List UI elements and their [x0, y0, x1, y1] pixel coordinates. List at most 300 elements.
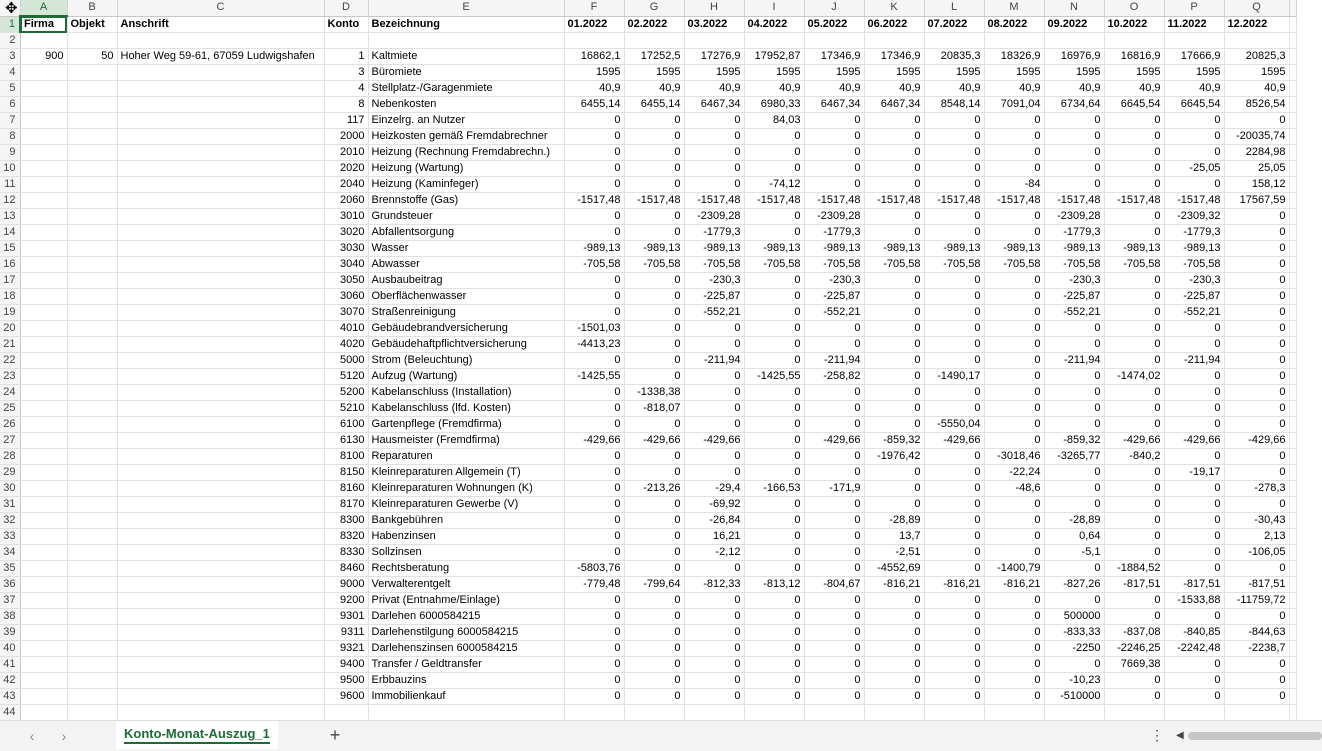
- cell[interactable]: [20, 481, 67, 497]
- cell[interactable]: [1289, 593, 1296, 609]
- value-cell[interactable]: 0: [924, 545, 984, 561]
- konto-cell[interactable]: 8100: [324, 449, 368, 465]
- cell[interactable]: [117, 593, 324, 609]
- value-cell[interactable]: 0: [924, 353, 984, 369]
- konto-cell[interactable]: 5200: [324, 385, 368, 401]
- cell[interactable]: [324, 705, 368, 721]
- cell[interactable]: [1289, 113, 1296, 129]
- cell[interactable]: [67, 65, 117, 81]
- value-cell[interactable]: 0: [984, 529, 1044, 545]
- cell[interactable]: [67, 705, 117, 721]
- value-cell[interactable]: 0: [1164, 401, 1224, 417]
- value-cell[interactable]: 17952,87: [744, 49, 804, 65]
- value-cell[interactable]: 0: [984, 417, 1044, 433]
- value-cell[interactable]: -1779,3: [804, 225, 864, 241]
- value-cell[interactable]: 0: [924, 401, 984, 417]
- chevron-left-icon[interactable]: ‹: [29, 728, 35, 744]
- value-cell[interactable]: 0: [1224, 417, 1289, 433]
- cell[interactable]: [67, 289, 117, 305]
- value-cell[interactable]: -989,13: [624, 241, 684, 257]
- value-cell[interactable]: 0: [1224, 561, 1289, 577]
- value-cell[interactable]: 0: [1104, 609, 1164, 625]
- value-cell[interactable]: 40,9: [564, 81, 624, 97]
- value-cell[interactable]: -5550,04: [924, 417, 984, 433]
- cell[interactable]: [1289, 577, 1296, 593]
- cell[interactable]: [20, 241, 67, 257]
- value-cell[interactable]: -1517,48: [864, 193, 924, 209]
- value-cell[interactable]: 1595: [1224, 65, 1289, 81]
- value-cell[interactable]: -816,21: [924, 577, 984, 593]
- cell[interactable]: [924, 33, 984, 49]
- cell[interactable]: [20, 337, 67, 353]
- row-header[interactable]: 30: [0, 481, 20, 497]
- value-cell[interactable]: 40,9: [744, 81, 804, 97]
- value-cell[interactable]: 40,9: [1224, 81, 1289, 97]
- value-cell[interactable]: 0: [1224, 113, 1289, 129]
- value-cell[interactable]: 0: [1104, 673, 1164, 689]
- value-cell[interactable]: -429,66: [624, 433, 684, 449]
- bezeichnung-cell[interactable]: Nebenkosten: [368, 97, 564, 113]
- cell[interactable]: [20, 145, 67, 161]
- cell[interactable]: [67, 401, 117, 417]
- value-cell[interactable]: 0: [984, 641, 1044, 657]
- konto-cell[interactable]: 5000: [324, 353, 368, 369]
- value-cell[interactable]: 17346,9: [864, 49, 924, 65]
- cell[interactable]: [20, 641, 67, 657]
- row-header[interactable]: 28: [0, 449, 20, 465]
- cell[interactable]: [67, 673, 117, 689]
- value-cell[interactable]: -1490,17: [924, 369, 984, 385]
- value-cell[interactable]: 0: [564, 417, 624, 433]
- value-cell[interactable]: 0: [924, 593, 984, 609]
- value-cell[interactable]: -1884,52: [1104, 561, 1164, 577]
- value-cell[interactable]: 0: [624, 321, 684, 337]
- cell[interactable]: [1289, 289, 1296, 305]
- value-cell[interactable]: 0: [864, 593, 924, 609]
- value-cell[interactable]: 0: [564, 113, 624, 129]
- value-cell[interactable]: 0: [744, 145, 804, 161]
- value-cell[interactable]: 0: [624, 545, 684, 561]
- cell[interactable]: [67, 609, 117, 625]
- value-cell[interactable]: 1595: [984, 65, 1044, 81]
- value-cell[interactable]: 0: [1224, 337, 1289, 353]
- row-header[interactable]: 12: [0, 193, 20, 209]
- value-cell[interactable]: 0: [924, 465, 984, 481]
- value-cell[interactable]: 6467,34: [804, 97, 864, 113]
- cell[interactable]: [1289, 689, 1296, 705]
- value-cell[interactable]: 0: [804, 497, 864, 513]
- value-cell[interactable]: 0: [1104, 225, 1164, 241]
- value-cell[interactable]: 8548,14: [924, 97, 984, 113]
- cell[interactable]: [67, 369, 117, 385]
- value-cell[interactable]: 0: [804, 625, 864, 641]
- bezeichnung-cell[interactable]: Habenzinsen: [368, 529, 564, 545]
- value-cell[interactable]: 0: [1044, 161, 1104, 177]
- value-cell[interactable]: -74,12: [744, 177, 804, 193]
- cell[interactable]: [117, 513, 324, 529]
- cell[interactable]: [117, 289, 324, 305]
- header-cell[interactable]: Firma: [20, 16, 67, 33]
- cell[interactable]: [1289, 305, 1296, 321]
- value-cell[interactable]: 0: [1164, 529, 1224, 545]
- value-cell[interactable]: -804,67: [804, 577, 864, 593]
- cell[interactable]: [67, 497, 117, 513]
- value-cell[interactable]: 0: [1224, 241, 1289, 257]
- value-cell[interactable]: 0: [744, 465, 804, 481]
- value-cell[interactable]: -1976,42: [864, 449, 924, 465]
- cell[interactable]: [67, 33, 117, 49]
- value-cell[interactable]: 0: [984, 305, 1044, 321]
- value-cell[interactable]: 0: [804, 465, 864, 481]
- cell[interactable]: [67, 177, 117, 193]
- row-header[interactable]: 42: [0, 673, 20, 689]
- cell[interactable]: [117, 177, 324, 193]
- cell[interactable]: [1289, 16, 1296, 33]
- value-cell[interactable]: -11759,72: [1224, 593, 1289, 609]
- value-cell[interactable]: -813,12: [744, 577, 804, 593]
- cell[interactable]: [984, 705, 1044, 721]
- cell[interactable]: [624, 33, 684, 49]
- konto-cell[interactable]: 9400: [324, 657, 368, 673]
- bezeichnung-cell[interactable]: Büromiete: [368, 65, 564, 81]
- value-cell[interactable]: 0: [864, 673, 924, 689]
- value-cell[interactable]: 0: [684, 641, 744, 657]
- cell[interactable]: [67, 577, 117, 593]
- value-cell[interactable]: 0: [864, 225, 924, 241]
- header-cell[interactable]: Konto: [324, 16, 368, 33]
- bezeichnung-cell[interactable]: Straßenreinigung: [368, 305, 564, 321]
- value-cell[interactable]: 0: [564, 145, 624, 161]
- value-cell[interactable]: -230,3: [684, 273, 744, 289]
- value-cell[interactable]: 40,9: [1104, 81, 1164, 97]
- value-cell[interactable]: 0: [1164, 609, 1224, 625]
- value-cell[interactable]: 0: [864, 113, 924, 129]
- value-cell[interactable]: 0: [804, 673, 864, 689]
- konto-cell[interactable]: 2060: [324, 193, 368, 209]
- cell[interactable]: [1104, 705, 1164, 721]
- value-cell[interactable]: 0: [924, 113, 984, 129]
- cell[interactable]: [564, 33, 624, 49]
- cell[interactable]: [744, 705, 804, 721]
- cell[interactable]: [67, 273, 117, 289]
- row-header[interactable]: 6: [0, 97, 20, 113]
- row-header[interactable]: 26: [0, 417, 20, 433]
- value-cell[interactable]: 0: [864, 353, 924, 369]
- value-cell[interactable]: 0: [744, 625, 804, 641]
- konto-cell[interactable]: 8460: [324, 561, 368, 577]
- konto-cell[interactable]: 8170: [324, 497, 368, 513]
- row-header[interactable]: 10: [0, 161, 20, 177]
- konto-cell[interactable]: 8330: [324, 545, 368, 561]
- row-header[interactable]: 7: [0, 113, 20, 129]
- value-cell[interactable]: 0: [744, 513, 804, 529]
- value-cell[interactable]: 0: [984, 545, 1044, 561]
- value-cell[interactable]: 0: [564, 225, 624, 241]
- cell[interactable]: [117, 657, 324, 673]
- cell[interactable]: [804, 705, 864, 721]
- konto-cell[interactable]: 6130: [324, 433, 368, 449]
- bezeichnung-cell[interactable]: Verwalterentgelt: [368, 577, 564, 593]
- value-cell[interactable]: 40,9: [1044, 81, 1104, 97]
- value-cell[interactable]: 0: [744, 497, 804, 513]
- cell[interactable]: [20, 225, 67, 241]
- row-header[interactable]: 24: [0, 385, 20, 401]
- value-cell[interactable]: -816,21: [984, 577, 1044, 593]
- value-cell[interactable]: -989,13: [804, 241, 864, 257]
- row-header[interactable]: 35: [0, 561, 20, 577]
- value-cell[interactable]: -19,17: [1164, 465, 1224, 481]
- value-cell[interactable]: -5803,76: [564, 561, 624, 577]
- value-cell[interactable]: 0: [744, 129, 804, 145]
- column-header-h[interactable]: H: [684, 0, 744, 16]
- cell[interactable]: [67, 225, 117, 241]
- column-header-b[interactable]: B: [67, 0, 117, 16]
- cell[interactable]: [67, 353, 117, 369]
- value-cell[interactable]: 0: [744, 289, 804, 305]
- value-cell[interactable]: -2,51: [864, 545, 924, 561]
- value-cell[interactable]: 0: [1104, 401, 1164, 417]
- cell[interactable]: [1289, 49, 1296, 65]
- value-cell[interactable]: 0: [924, 177, 984, 193]
- value-cell[interactable]: -705,58: [804, 257, 864, 273]
- bezeichnung-cell[interactable]: Heizung (Kaminfeger): [368, 177, 564, 193]
- cell[interactable]: [1289, 209, 1296, 225]
- value-cell[interactable]: 0: [744, 545, 804, 561]
- value-cell[interactable]: 0: [684, 689, 744, 705]
- cell[interactable]: [20, 177, 67, 193]
- value-cell[interactable]: -989,13: [684, 241, 744, 257]
- row-header[interactable]: 22: [0, 353, 20, 369]
- value-cell[interactable]: 0: [684, 129, 744, 145]
- value-cell[interactable]: 17252,5: [624, 49, 684, 65]
- bezeichnung-cell[interactable]: Erbbauzins: [368, 673, 564, 689]
- bezeichnung-cell[interactable]: Immobilienkauf: [368, 689, 564, 705]
- value-cell[interactable]: 0: [924, 273, 984, 289]
- value-cell[interactable]: -705,58: [864, 257, 924, 273]
- value-cell[interactable]: -1517,48: [924, 193, 984, 209]
- value-cell[interactable]: 0: [624, 417, 684, 433]
- column-header-j[interactable]: J: [804, 0, 864, 16]
- value-cell[interactable]: 0: [1224, 209, 1289, 225]
- value-cell[interactable]: -837,08: [1104, 625, 1164, 641]
- value-cell[interactable]: -230,3: [804, 273, 864, 289]
- value-cell[interactable]: 20825,3: [1224, 49, 1289, 65]
- bezeichnung-cell[interactable]: Kleinreparaturen Wohnungen (K): [368, 481, 564, 497]
- value-cell[interactable]: 0: [624, 161, 684, 177]
- value-cell[interactable]: 0: [864, 209, 924, 225]
- value-cell[interactable]: 0: [564, 529, 624, 545]
- cell[interactable]: [20, 513, 67, 529]
- value-cell[interactable]: 0: [864, 161, 924, 177]
- value-cell[interactable]: -2309,28: [684, 209, 744, 225]
- cell[interactable]: [67, 97, 117, 113]
- value-cell[interactable]: 7091,04: [984, 97, 1044, 113]
- column-header-d[interactable]: D: [324, 0, 368, 16]
- value-cell[interactable]: 0: [684, 161, 744, 177]
- value-cell[interactable]: 0: [744, 209, 804, 225]
- value-cell[interactable]: 0: [1164, 385, 1224, 401]
- bezeichnung-cell[interactable]: Bankgebühren: [368, 513, 564, 529]
- cell[interactable]: [20, 449, 67, 465]
- cell[interactable]: [117, 65, 324, 81]
- value-cell[interactable]: 0: [564, 305, 624, 321]
- cell[interactable]: [67, 241, 117, 257]
- bezeichnung-cell[interactable]: Heizung (Rechnung Fremdabrechn.): [368, 145, 564, 161]
- value-cell[interactable]: -989,13: [564, 241, 624, 257]
- value-cell[interactable]: 0: [924, 625, 984, 641]
- value-cell[interactable]: 0: [804, 657, 864, 673]
- row-header[interactable]: 13: [0, 209, 20, 225]
- value-cell[interactable]: 0: [564, 657, 624, 673]
- value-cell[interactable]: 0: [984, 609, 1044, 625]
- row-header[interactable]: 5: [0, 81, 20, 97]
- value-cell[interactable]: -1517,48: [804, 193, 864, 209]
- cell[interactable]: [67, 449, 117, 465]
- value-cell[interactable]: 0: [564, 689, 624, 705]
- value-cell[interactable]: 0: [1044, 321, 1104, 337]
- cell[interactable]: [1289, 385, 1296, 401]
- bezeichnung-cell[interactable]: Abwasser: [368, 257, 564, 273]
- value-cell[interactable]: -705,58: [1104, 257, 1164, 273]
- value-cell[interactable]: 6467,34: [864, 97, 924, 113]
- value-cell[interactable]: 0: [1164, 561, 1224, 577]
- value-cell[interactable]: 0: [744, 449, 804, 465]
- value-cell[interactable]: 16816,9: [1104, 49, 1164, 65]
- value-cell[interactable]: 0: [1164, 129, 1224, 145]
- value-cell[interactable]: 0: [864, 145, 924, 161]
- cell[interactable]: [117, 305, 324, 321]
- cell[interactable]: [368, 33, 564, 49]
- cell[interactable]: [67, 481, 117, 497]
- header-cell[interactable]: 11.2022: [1164, 16, 1224, 33]
- value-cell[interactable]: 0: [984, 513, 1044, 529]
- cell[interactable]: [1289, 609, 1296, 625]
- cell[interactable]: [20, 161, 67, 177]
- value-cell[interactable]: 0: [864, 417, 924, 433]
- header-cell[interactable]: 02.2022: [624, 16, 684, 33]
- cell[interactable]: [1289, 321, 1296, 337]
- bezeichnung-cell[interactable]: Oberflächenwasser: [368, 289, 564, 305]
- chevron-right-icon[interactable]: ›: [61, 728, 67, 744]
- row-header[interactable]: 11: [0, 177, 20, 193]
- value-cell[interactable]: 0: [804, 385, 864, 401]
- value-cell[interactable]: 0: [924, 689, 984, 705]
- value-cell[interactable]: 0: [1164, 113, 1224, 129]
- bezeichnung-cell[interactable]: Gartenpflege (Fremdfirma): [368, 417, 564, 433]
- value-cell[interactable]: 0: [924, 609, 984, 625]
- value-cell[interactable]: -1517,48: [1044, 193, 1104, 209]
- value-cell[interactable]: 0: [684, 593, 744, 609]
- value-cell[interactable]: 0: [1044, 113, 1104, 129]
- value-cell[interactable]: -859,32: [1044, 433, 1104, 449]
- value-cell[interactable]: 0: [744, 337, 804, 353]
- row-header[interactable]: 32: [0, 513, 20, 529]
- value-cell[interactable]: 25,05: [1224, 161, 1289, 177]
- value-cell[interactable]: 0: [864, 337, 924, 353]
- value-cell[interactable]: 0: [744, 417, 804, 433]
- bezeichnung-cell[interactable]: Darlehenszinsen 6000584215: [368, 641, 564, 657]
- value-cell[interactable]: 17276,9: [684, 49, 744, 65]
- value-cell[interactable]: -166,53: [744, 481, 804, 497]
- value-cell[interactable]: 0: [864, 385, 924, 401]
- cell[interactable]: [20, 545, 67, 561]
- bezeichnung-cell[interactable]: Heizung (Wartung): [368, 161, 564, 177]
- cell[interactable]: [20, 193, 67, 209]
- value-cell[interactable]: 0: [1164, 513, 1224, 529]
- value-cell[interactable]: -225,87: [1164, 289, 1224, 305]
- value-cell[interactable]: 0: [564, 609, 624, 625]
- value-cell[interactable]: -278,3: [1224, 481, 1289, 497]
- value-cell[interactable]: 0: [1104, 481, 1164, 497]
- value-cell[interactable]: 0: [924, 337, 984, 353]
- value-cell[interactable]: 0: [1164, 545, 1224, 561]
- value-cell[interactable]: 17567,59: [1224, 193, 1289, 209]
- cell[interactable]: [67, 193, 117, 209]
- value-cell[interactable]: 18326,9: [984, 49, 1044, 65]
- cell[interactable]: [684, 705, 744, 721]
- cell[interactable]: [1164, 705, 1224, 721]
- value-cell[interactable]: 40,9: [804, 81, 864, 97]
- cell[interactable]: [117, 145, 324, 161]
- value-cell[interactable]: 0: [564, 449, 624, 465]
- value-cell[interactable]: -844,63: [1224, 625, 1289, 641]
- value-cell[interactable]: -1425,55: [744, 369, 804, 385]
- row-header[interactable]: 27: [0, 433, 20, 449]
- value-cell[interactable]: -552,21: [684, 305, 744, 321]
- value-cell[interactable]: 0: [864, 177, 924, 193]
- cell[interactable]: [20, 33, 67, 49]
- konto-cell[interactable]: 5210: [324, 401, 368, 417]
- value-cell[interactable]: 0: [1164, 417, 1224, 433]
- value-cell[interactable]: 0: [624, 513, 684, 529]
- cell[interactable]: [1289, 497, 1296, 513]
- konto-cell[interactable]: 4010: [324, 321, 368, 337]
- cell[interactable]: [1289, 241, 1296, 257]
- value-cell[interactable]: -1517,48: [1104, 193, 1164, 209]
- cell[interactable]: [67, 321, 117, 337]
- bezeichnung-cell[interactable]: Kleinreparaturen Allgemein (T): [368, 465, 564, 481]
- value-cell[interactable]: 0: [744, 305, 804, 321]
- konto-cell[interactable]: 2000: [324, 129, 368, 145]
- value-cell[interactable]: 0: [564, 465, 624, 481]
- value-cell[interactable]: 0: [804, 129, 864, 145]
- value-cell[interactable]: 0: [624, 609, 684, 625]
- value-cell[interactable]: 0: [684, 401, 744, 417]
- cell[interactable]: [1224, 33, 1289, 49]
- value-cell[interactable]: 0: [1104, 129, 1164, 145]
- value-cell[interactable]: 1595: [744, 65, 804, 81]
- value-cell[interactable]: 0: [984, 225, 1044, 241]
- cell[interactable]: [67, 161, 117, 177]
- konto-cell[interactable]: 9600: [324, 689, 368, 705]
- value-cell[interactable]: -989,13: [984, 241, 1044, 257]
- cell[interactable]: [117, 529, 324, 545]
- value-cell[interactable]: -859,32: [864, 433, 924, 449]
- value-cell[interactable]: -29,4: [684, 481, 744, 497]
- konto-cell[interactable]: 117: [324, 113, 368, 129]
- value-cell[interactable]: 0: [1164, 321, 1224, 337]
- value-cell[interactable]: 0: [1224, 225, 1289, 241]
- cell[interactable]: [117, 369, 324, 385]
- value-cell[interactable]: -812,33: [684, 577, 744, 593]
- value-cell[interactable]: 2284,98: [1224, 145, 1289, 161]
- value-cell[interactable]: -705,58: [1044, 257, 1104, 273]
- value-cell[interactable]: -2242,48: [1164, 641, 1224, 657]
- value-cell[interactable]: 0: [624, 289, 684, 305]
- konto-cell[interactable]: 8320: [324, 529, 368, 545]
- cell[interactable]: [67, 545, 117, 561]
- value-cell[interactable]: 0: [744, 385, 804, 401]
